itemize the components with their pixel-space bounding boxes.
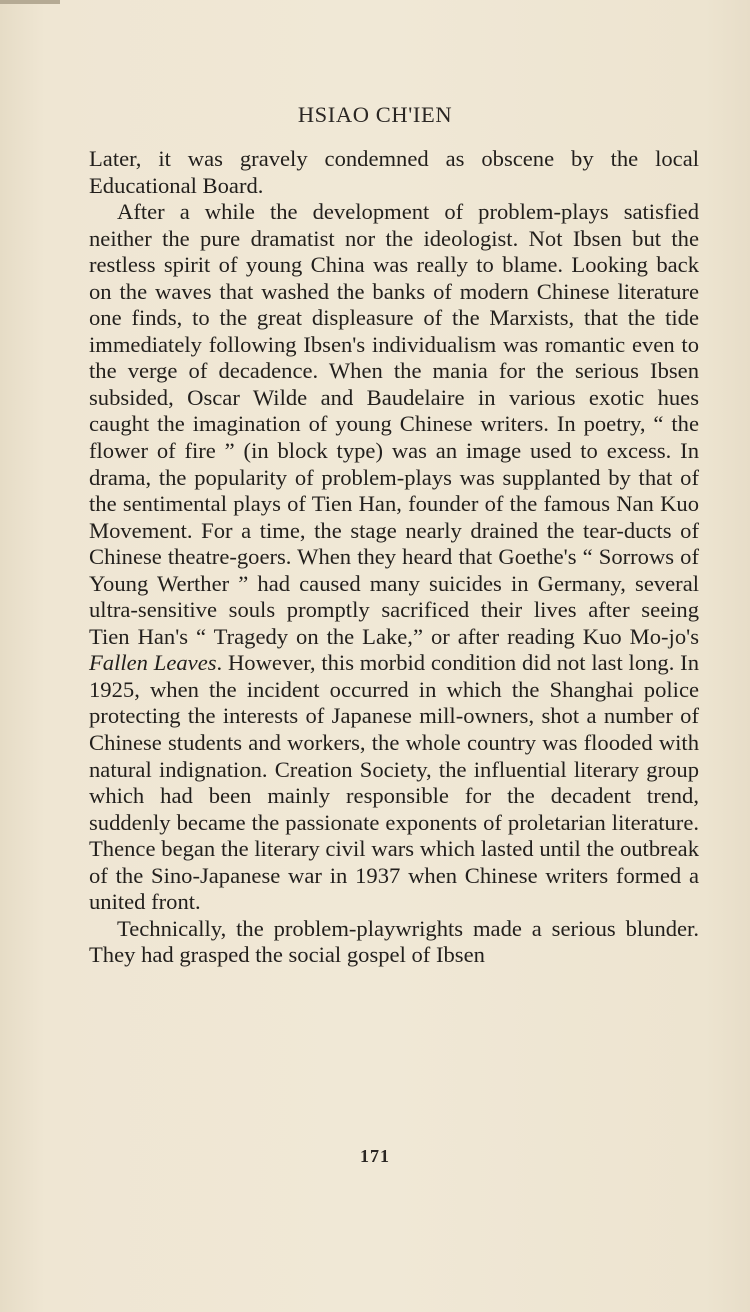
- body-text: [89, 146, 699, 969]
- text-segment: . However, this morbid condition did not last long. In 1925, when the incident occurred in which the Shanghai police protecting the interests of Japanese mill-owners, shot a number of Chinese students and workers, the whole country was flooded with natural indignation. Creation Society, the influential literary group which had been mainly responsible for the decadent trend, suddenly became the passionate exponents of proletarian literature. Thence began the literary civil wars which lasted until the outbreak of the Sino-Japanese war in 1937 when Chinese writers formed a united front.: [89, 650, 699, 915]
- text-segment: Later, it was gravely condemned as obscene by the local Educational Board.: [89, 146, 699, 198]
- book-title-italic: Fallen Leaves: [89, 650, 217, 676]
- page-number: 171: [360, 1146, 390, 1166]
- paragraph-3: [89, 916, 699, 969]
- text-segment: Technically, the problem-playwrights made a serious blunder. They had grasped the social gospel of Ibsen: [89, 915, 699, 968]
- text-segment: After a while the development of problem-plays satisfied neither the pure dramatist nor the ideologist. Not Ibsen but the restless spirit of young China was really to blame. Looking back on the waves that washed the banks of modern Chinese literature one finds, to the great displeasure of the Marxists, that the tide immediately following Ibsen's individualism was romantic even to the verge of decadence. When the mania for the serious Ibsen subsided, Oscar Wilde and Baudelaire in various exotic hues caught the imagination of young Chinese writers. In poetry, “ the flower of fire ” (in block type) was an image used to excess. In drama, the popularity of problem-plays was supplanted by that of the sentimental plays of Tien Han, founder of the famous Nan Kuo Movement. For a time, the stage nearly drained the tear-ducts of Chinese theatre-goers. When they heard that Goethe's “ Sorrows of Young Werther ” had caused many suicides in Germany, several ultra-sensitive souls promptly sacrificed their lives after seeing Tien Han's “ Tragedy on the Lake,” or after reading Kuo Mo-jo's: [89, 199, 699, 649]
- paragraph-1: [89, 146, 699, 199]
- running-head: HSIAO CH'IEN: [297, 102, 453, 127]
- paragraph-2: [89, 199, 699, 916]
